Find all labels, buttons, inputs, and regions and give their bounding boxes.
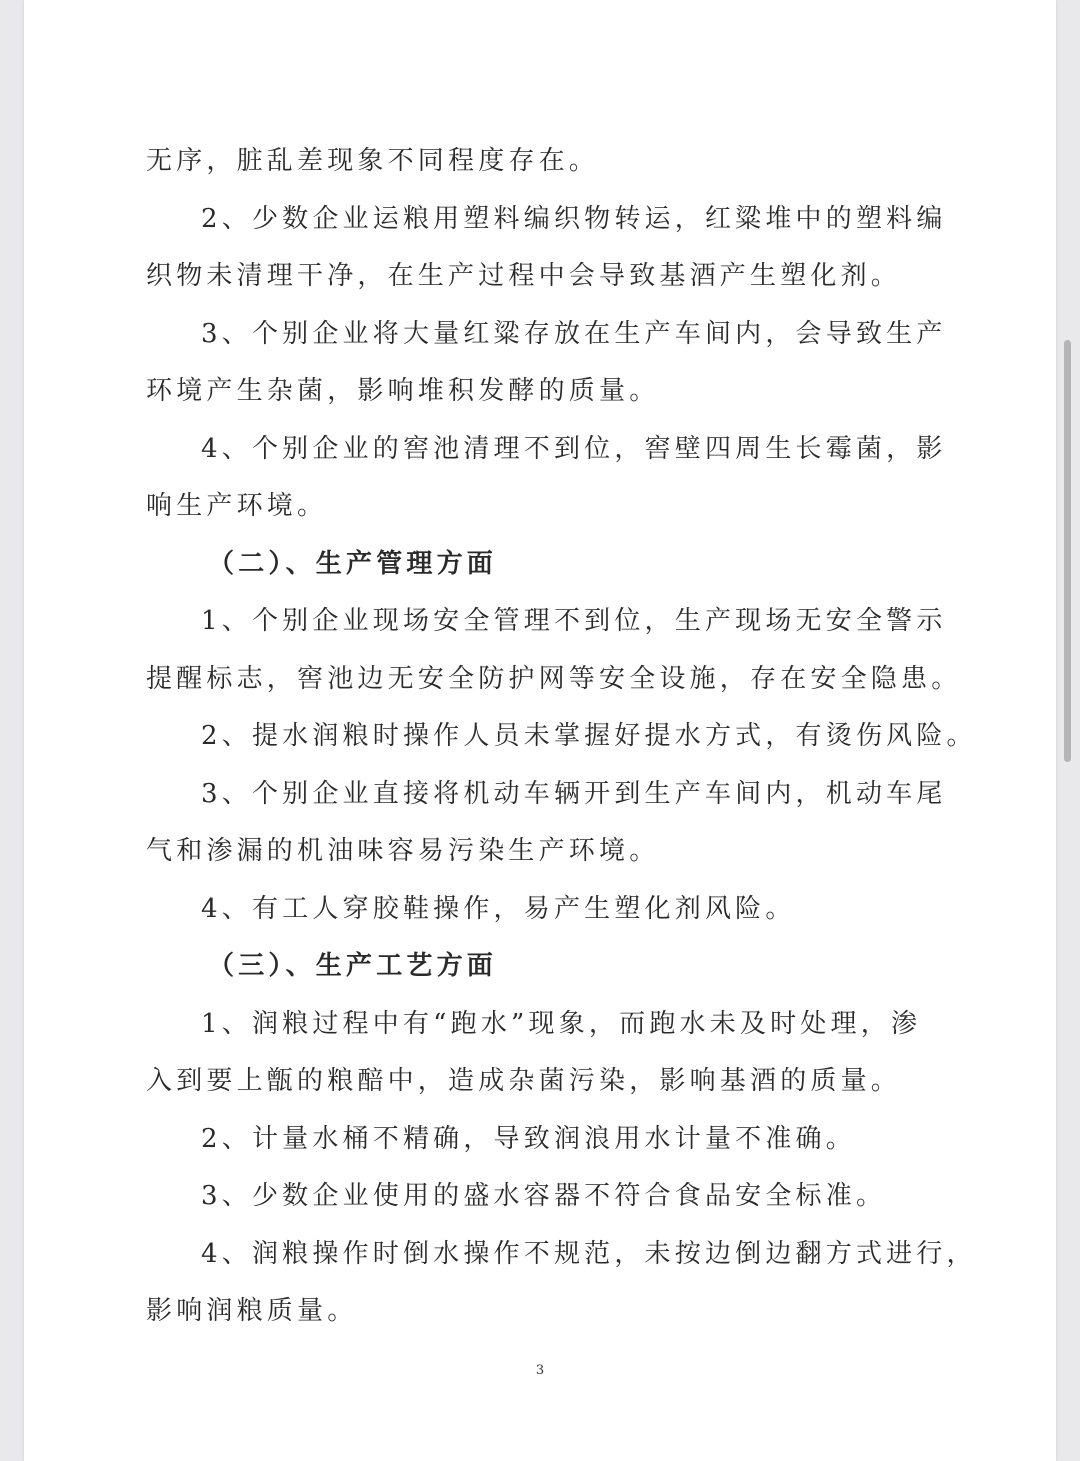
paragraph: [146, 306, 947, 421]
text-line: 响生产环境。: [146, 491, 328, 521]
paragraph: [146, 593, 962, 708]
paragraph: [146, 708, 977, 766]
text-line: 4、个别企业的窖池清理不到位，窖壁四周生长霉菌，影: [201, 433, 947, 464]
text-line: 气和渗漏的机油味容易污染生产环境。: [146, 836, 660, 866]
text-line: 3、少数企业使用的盛水容器不符合食品安全标准。: [201, 1181, 887, 1211]
text-line: 无序，脏乱差现象不同程度存在。: [146, 146, 600, 176]
text-line: 1、润粮过程中有“跑水”现象，而跑水未及时处理，渗: [201, 1008, 922, 1039]
paragraph: [146, 1111, 891, 1169]
text-line: 织物未清理干净，在生产过程中会导致基酒产生塑化剂。: [146, 261, 902, 291]
text-line: 2、提水润粮时操作人员未掌握好提水方式，有烫伤风险。: [201, 721, 977, 751]
document-body: [146, 133, 977, 1341]
text-line: 提醒标志，窖池边无安全防护网等安全设施，存在安全隐患。: [146, 663, 962, 694]
paragraph-continuation: [146, 133, 891, 191]
paragraph: [146, 191, 947, 306]
paragraph: [146, 1226, 977, 1341]
text-line: 1、个别企业现场安全管理不到位，生产现场无安全警示: [201, 606, 947, 636]
text-line: 3、个别企业直接将机动车辆开到生产车间内，机动车尾: [201, 778, 947, 809]
section-heading: （三）、生产工艺方面: [208, 951, 498, 981]
paragraph: [146, 421, 947, 536]
text-line: 3、个别企业将大量红粱存放在生产车间内，会导致生产: [201, 318, 947, 349]
text-line: 2、少数企业运粮用塑料编织物转运，红粱堆中的塑料编: [201, 203, 947, 234]
text-line: 2、计量水桶不精确，导致润浪用水计量不准确。: [201, 1123, 856, 1154]
section-heading: （二）、生产管理方面: [208, 548, 498, 579]
scrollbar-thumb[interactable]: [1064, 340, 1071, 762]
paragraph: [146, 881, 891, 939]
page-number: 3: [535, 1363, 545, 1378]
text-line: 影响润粮质量。: [146, 1296, 358, 1326]
paragraph: [146, 996, 922, 1111]
text-line: 4、润粮操作时倒水操作不规范，未按边倒边翻方式进行，: [201, 1238, 977, 1269]
paragraph: [146, 766, 947, 881]
text-line: 环境产生杂菌，影响堆积发酵的质量。: [146, 376, 660, 406]
paragraph: [146, 1168, 891, 1226]
text-line: 4、有工人穿胶鞋操作，易产生塑化剂风险。: [201, 893, 796, 924]
text-line: 入到要上甑的粮醅中，造成杂菌污染，影响基酒的质量。: [146, 1066, 902, 1096]
